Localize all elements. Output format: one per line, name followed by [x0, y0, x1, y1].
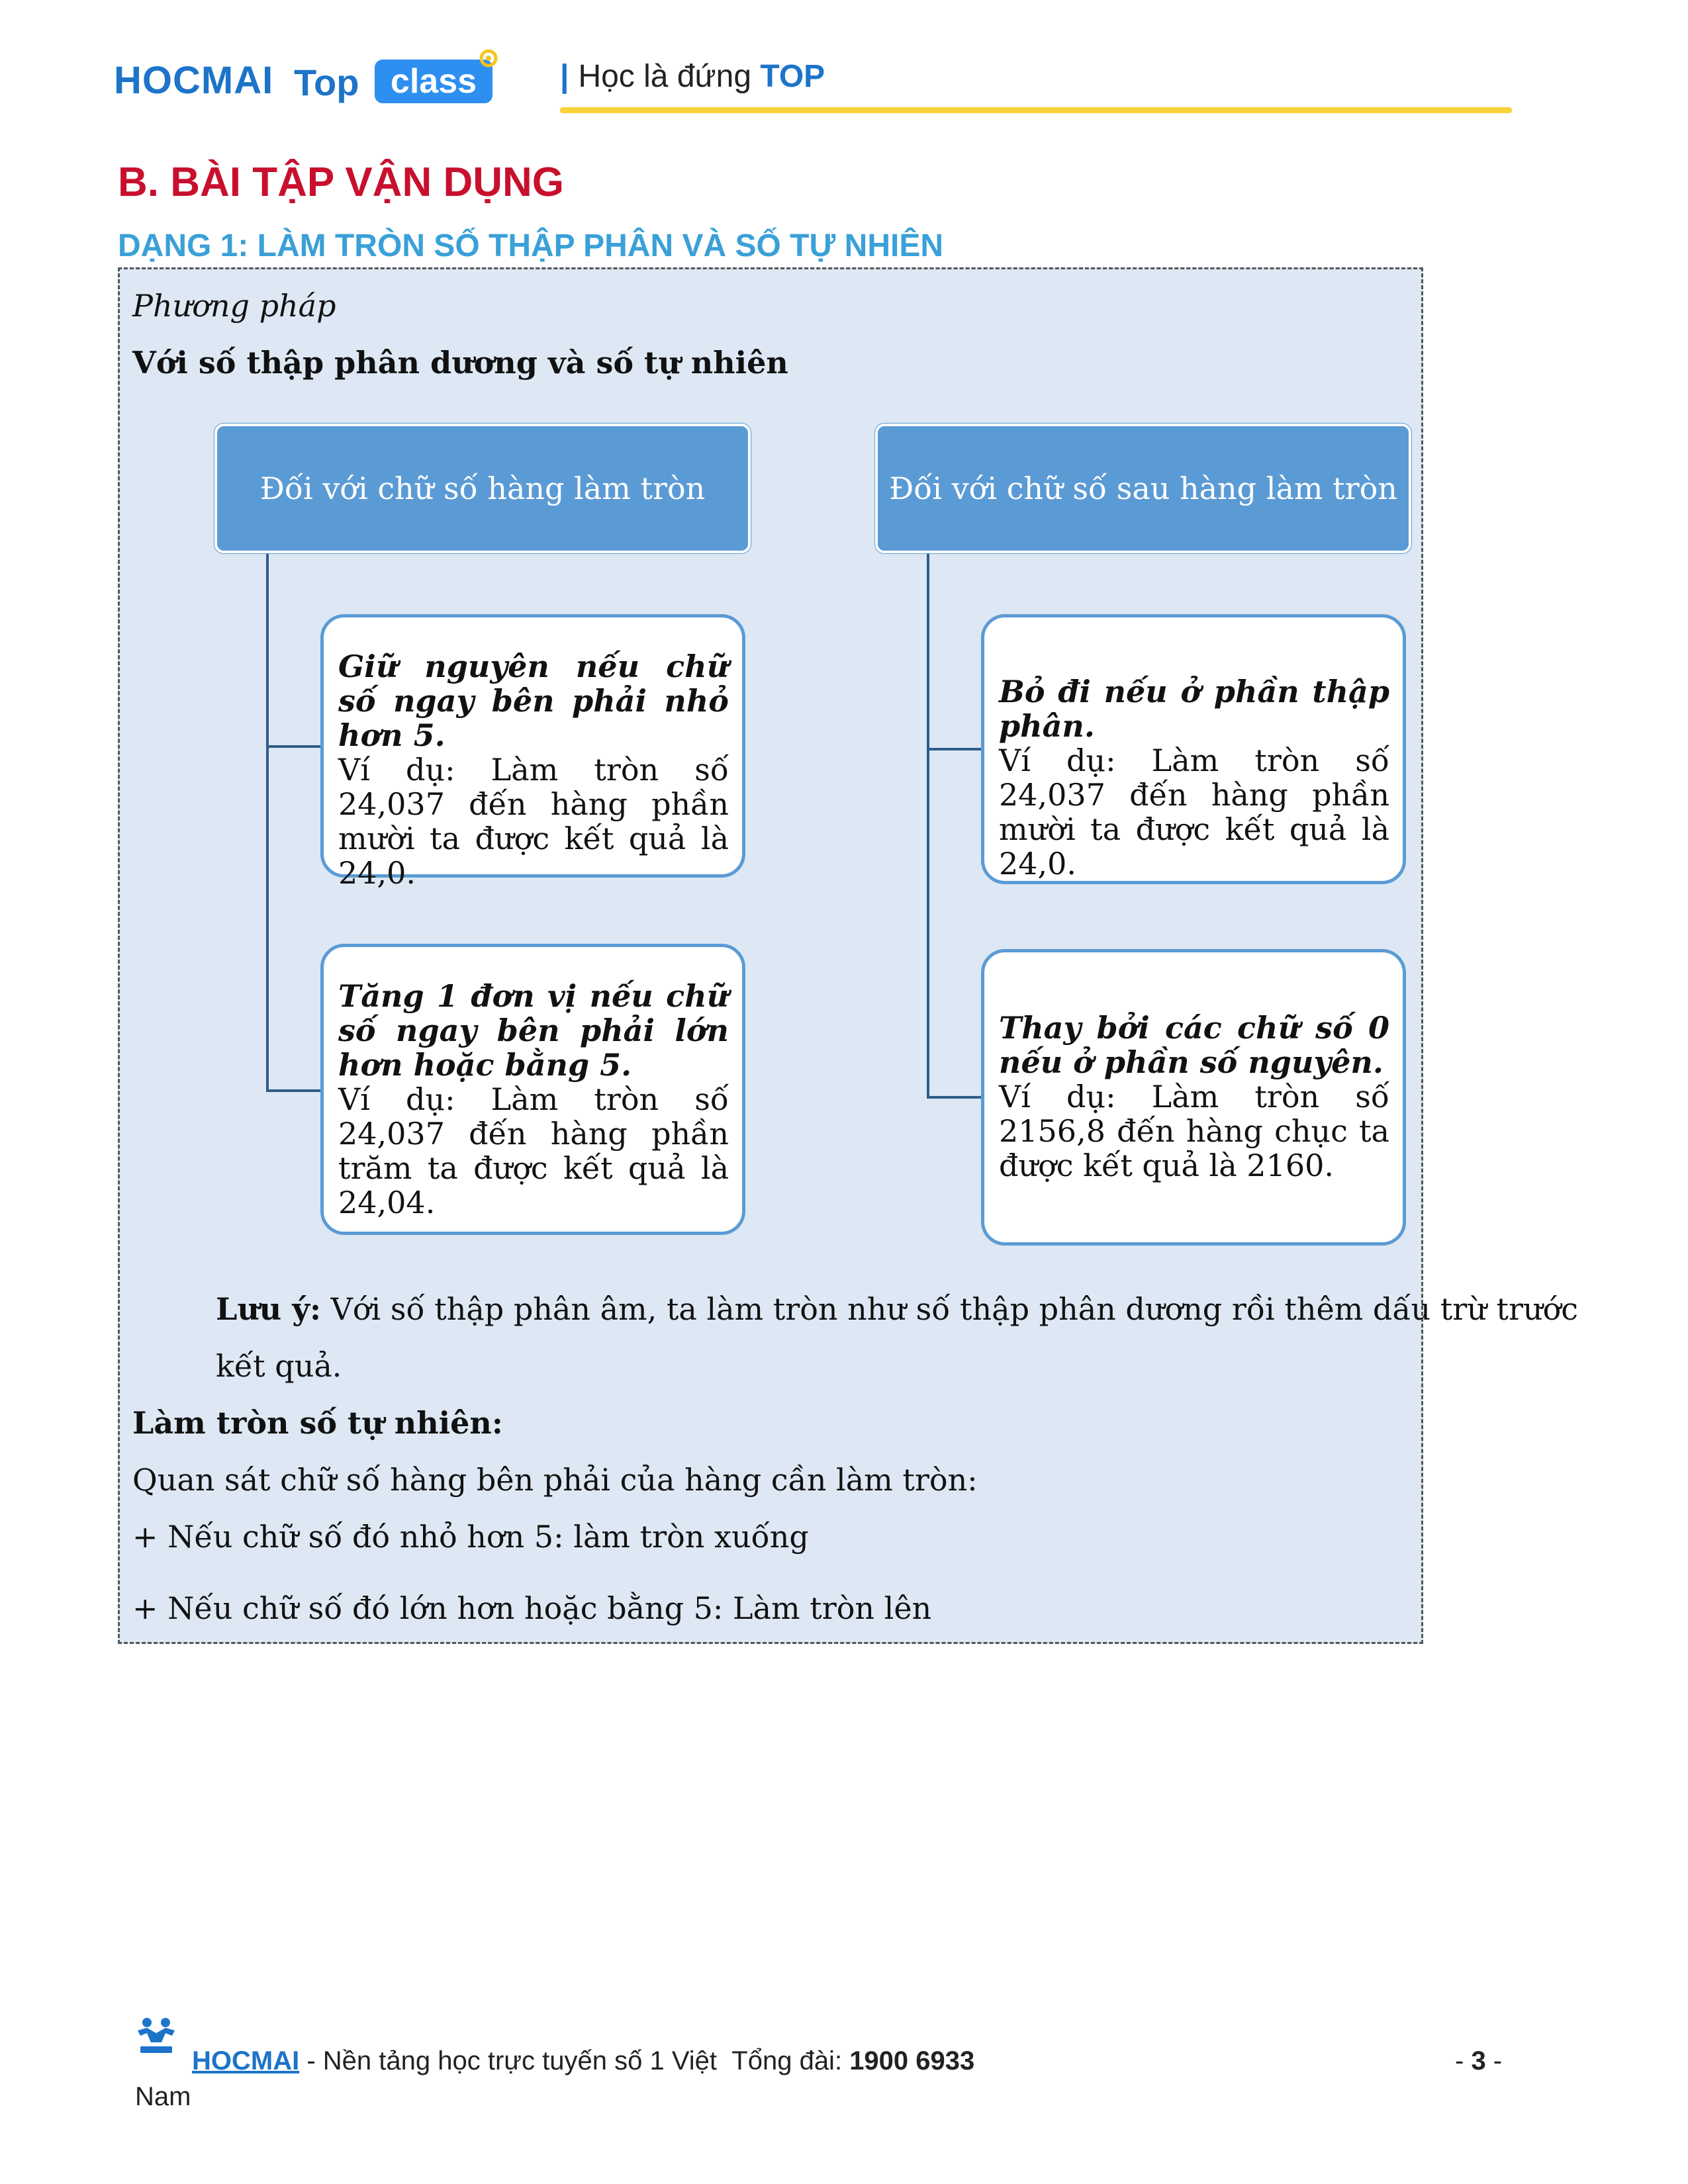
footer-nam: Nam	[135, 2082, 191, 2111]
left-connector-vertical	[266, 548, 269, 1092]
rule-round-up: + Nếu chữ số đó lớn hơn hoặc bằng 5: Làm tròn lên	[132, 1590, 932, 1626]
right-box-drop-body: Ví dụ: Làm tròn số 24,037 đến hàng phần mười ta được kết quả là 24,0.	[999, 743, 1389, 882]
note-label: Lưu ý:	[216, 1291, 321, 1327]
method-label: Phương pháp	[132, 288, 336, 324]
method-heading: Với số thập phân dương và số tự nhiên	[132, 345, 788, 381]
page-number-value: 3	[1471, 2046, 1486, 2075]
right-header-label: Đối với chữ số sau hàng làm tròn	[889, 471, 1397, 506]
right-connector-vertical	[927, 548, 929, 1099]
header-underline	[560, 107, 1512, 113]
left-box-increase-body: Ví dụ: Làm tròn số 24,037 đến hàng phần trăm ta được kết quả là 24,04.	[338, 1081, 729, 1220]
footer-brand[interactable]: HOCMAI	[192, 2046, 300, 2075]
left-box-keep-title: Giữ nguyên nếu chữ số ngay bên phải nhỏ hơn 5.	[338, 649, 729, 753]
footer-hotline-label: Tổng đài:	[731, 2046, 843, 2075]
right-box-drop-title: Bỏ đi nếu ở phần thập phân.	[999, 674, 1389, 744]
note-text: Với số thập phân âm, ta làm tròn như số thập phân dương rồi thêm dấu trừ trước	[330, 1291, 1579, 1327]
left-box-increase-title: Tăng 1 đơn vị nếu chữ số ngay bên phải lớn hơn hoặc bằng 5.	[338, 978, 729, 1083]
rule-round-down: + Nếu chữ số đó nhỏ hơn 5: làm tròn xuống	[132, 1519, 809, 1555]
footer-text	[192, 2046, 974, 2076]
right-box-drop	[981, 614, 1406, 884]
section-title: B. BÀI TẬP VẬN DỤNG	[118, 159, 565, 205]
right-connector-1	[927, 748, 981, 751]
right-header-box	[875, 424, 1411, 553]
right-box-zero-title: Thay bởi các chữ số 0 nếu ở phần số nguyên.	[999, 1010, 1389, 1080]
left-header-label: Đối với chữ số hàng làm tròn	[259, 471, 706, 506]
left-box-keep	[320, 614, 745, 891]
tagline-top: TOP	[760, 59, 825, 94]
page-number: - 3 -	[1455, 2046, 1503, 2075]
right-box-zero	[981, 949, 1406, 1246]
note-line	[216, 1289, 1578, 1329]
logo-top: Top	[294, 62, 359, 103]
natural-heading: Làm tròn số tự nhiên:	[132, 1405, 503, 1441]
gear-icon	[477, 46, 500, 70]
logo-class: class	[375, 60, 492, 103]
footer-hotline: 1900 6933	[849, 2046, 975, 2075]
right-box-zero-body: Ví dụ: Làm tròn số 2156,8 đến hàng chục ta được kết quả là 2160.	[999, 1079, 1389, 1183]
tagline	[560, 58, 825, 95]
footer-tagline: - Nền tảng học trực tuyến số 1 Việt	[299, 2046, 718, 2075]
note-text-cont: kết quả.	[216, 1348, 342, 1384]
tagline-text: Học là đứng	[578, 59, 752, 94]
left-header-box	[214, 424, 751, 553]
natural-intro: Quan sát chữ số hàng bên phải của hàng cần làm tròn:	[132, 1462, 978, 1498]
hocmai-logo-icon	[135, 2016, 177, 2054]
left-connector-1	[266, 745, 320, 748]
left-box-increase	[320, 944, 745, 1235]
left-connector-2	[266, 1089, 320, 1092]
right-connector-2	[927, 1096, 981, 1099]
left-box-keep-body: Ví dụ: Làm tròn số 24,037 đến hàng phần mười ta được kết quả là 24,0.	[338, 752, 729, 891]
tagline-divider: |	[560, 59, 569, 94]
subsection-title: DẠNG 1: LÀM TRÒN SỐ THẬP PHÂN VÀ SỐ TỰ NHIÊN	[118, 228, 943, 263]
logo-hocmai: HOCMAI	[114, 59, 274, 102]
